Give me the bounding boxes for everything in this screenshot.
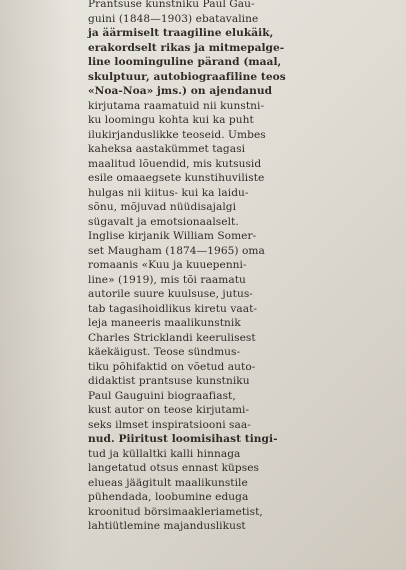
page-text-column	[88, 0, 286, 534]
text-line: guini (1848—1903) ebatavaline	[88, 12, 259, 25]
text-line: nud. Piiritust loomisihast tingi-	[88, 433, 278, 445]
text-line: autorile suure kuulsuse, jutus-	[88, 288, 253, 300]
text-line: tiku põhifaktid on võetud auto-	[88, 360, 256, 373]
text-line: skulptuur, autobiograafiline teos	[88, 70, 286, 83]
text-line: Inglise kirjanik William Somer-	[88, 230, 257, 242]
text-line: seks ilmset inspiratsiooni saa-	[88, 418, 251, 431]
text-line: kroonitud börsimaakleriametist,	[88, 505, 263, 518]
text-line: erakordselt rikas ja mitmepalge-	[88, 41, 285, 54]
text-line: pühendada, loobumine eduga	[88, 491, 249, 503]
text-line: hulgas nii kiitus- kui ka laidu-	[88, 186, 249, 199]
text-line: line loominguline pärand (maal,	[88, 56, 282, 68]
text-line: elueas jäägitult maalikunstile	[88, 476, 248, 489]
text-line: Charles Stricklandi keerulisest	[88, 331, 256, 344]
text-line: maalitud lõuendid, mis kutsusid	[88, 157, 262, 170]
page-shadow	[0, 0, 70, 570]
text-line: didaktist prantsuse kunstniku	[88, 375, 250, 387]
text-line: käekäigust. Teose sündmus-	[88, 346, 241, 358]
text-line: Prantsuse kunstniku Paul Gau-	[88, 0, 255, 10]
text-line: lahtiütlemine majanduslikust	[88, 520, 246, 532]
text-line: Paul Gauguini biograafiast,	[88, 389, 236, 402]
text-line: langetatud otsus ennast küpses	[88, 462, 260, 474]
text-line: tab tagasihoidlikus kiretu vaat-	[88, 302, 258, 315]
text-line: ja äärmiselt traagiline elukäik,	[88, 27, 274, 39]
text-line: ku loomingu kohta kui ka puht	[88, 114, 254, 126]
text-line: leja maneeris maalikunstnik	[88, 317, 241, 329]
text-line: romaanis «Kuu ja kuuepenni-	[88, 259, 247, 271]
text-line: sõnu, mõjuvad nüüdisajalgi	[88, 201, 237, 213]
text-line: tud ja küllaltki kalli hinnaga	[88, 447, 241, 460]
text-line: line» (1919), mis tõi raamatu	[88, 273, 246, 286]
text-line: sügavalt ja emotsionaalselt.	[88, 215, 239, 228]
text-line: «Noa-Noa» jms.) on ajendanud	[88, 85, 273, 97]
text-line: kirjutama raamatuid nii kunstni-	[88, 99, 265, 112]
text-line: kust autor on teose kirjutami-	[88, 404, 250, 416]
text-line: ilukirjanduslikke teoseid. Umbes	[88, 128, 266, 141]
text-line: kaheksa aastakümmet tagasi	[88, 143, 246, 155]
text-line: set Maugham (1874—1965) oma	[88, 244, 265, 257]
text-line: esile omaaegsete kunstihuviliste	[88, 172, 265, 184]
